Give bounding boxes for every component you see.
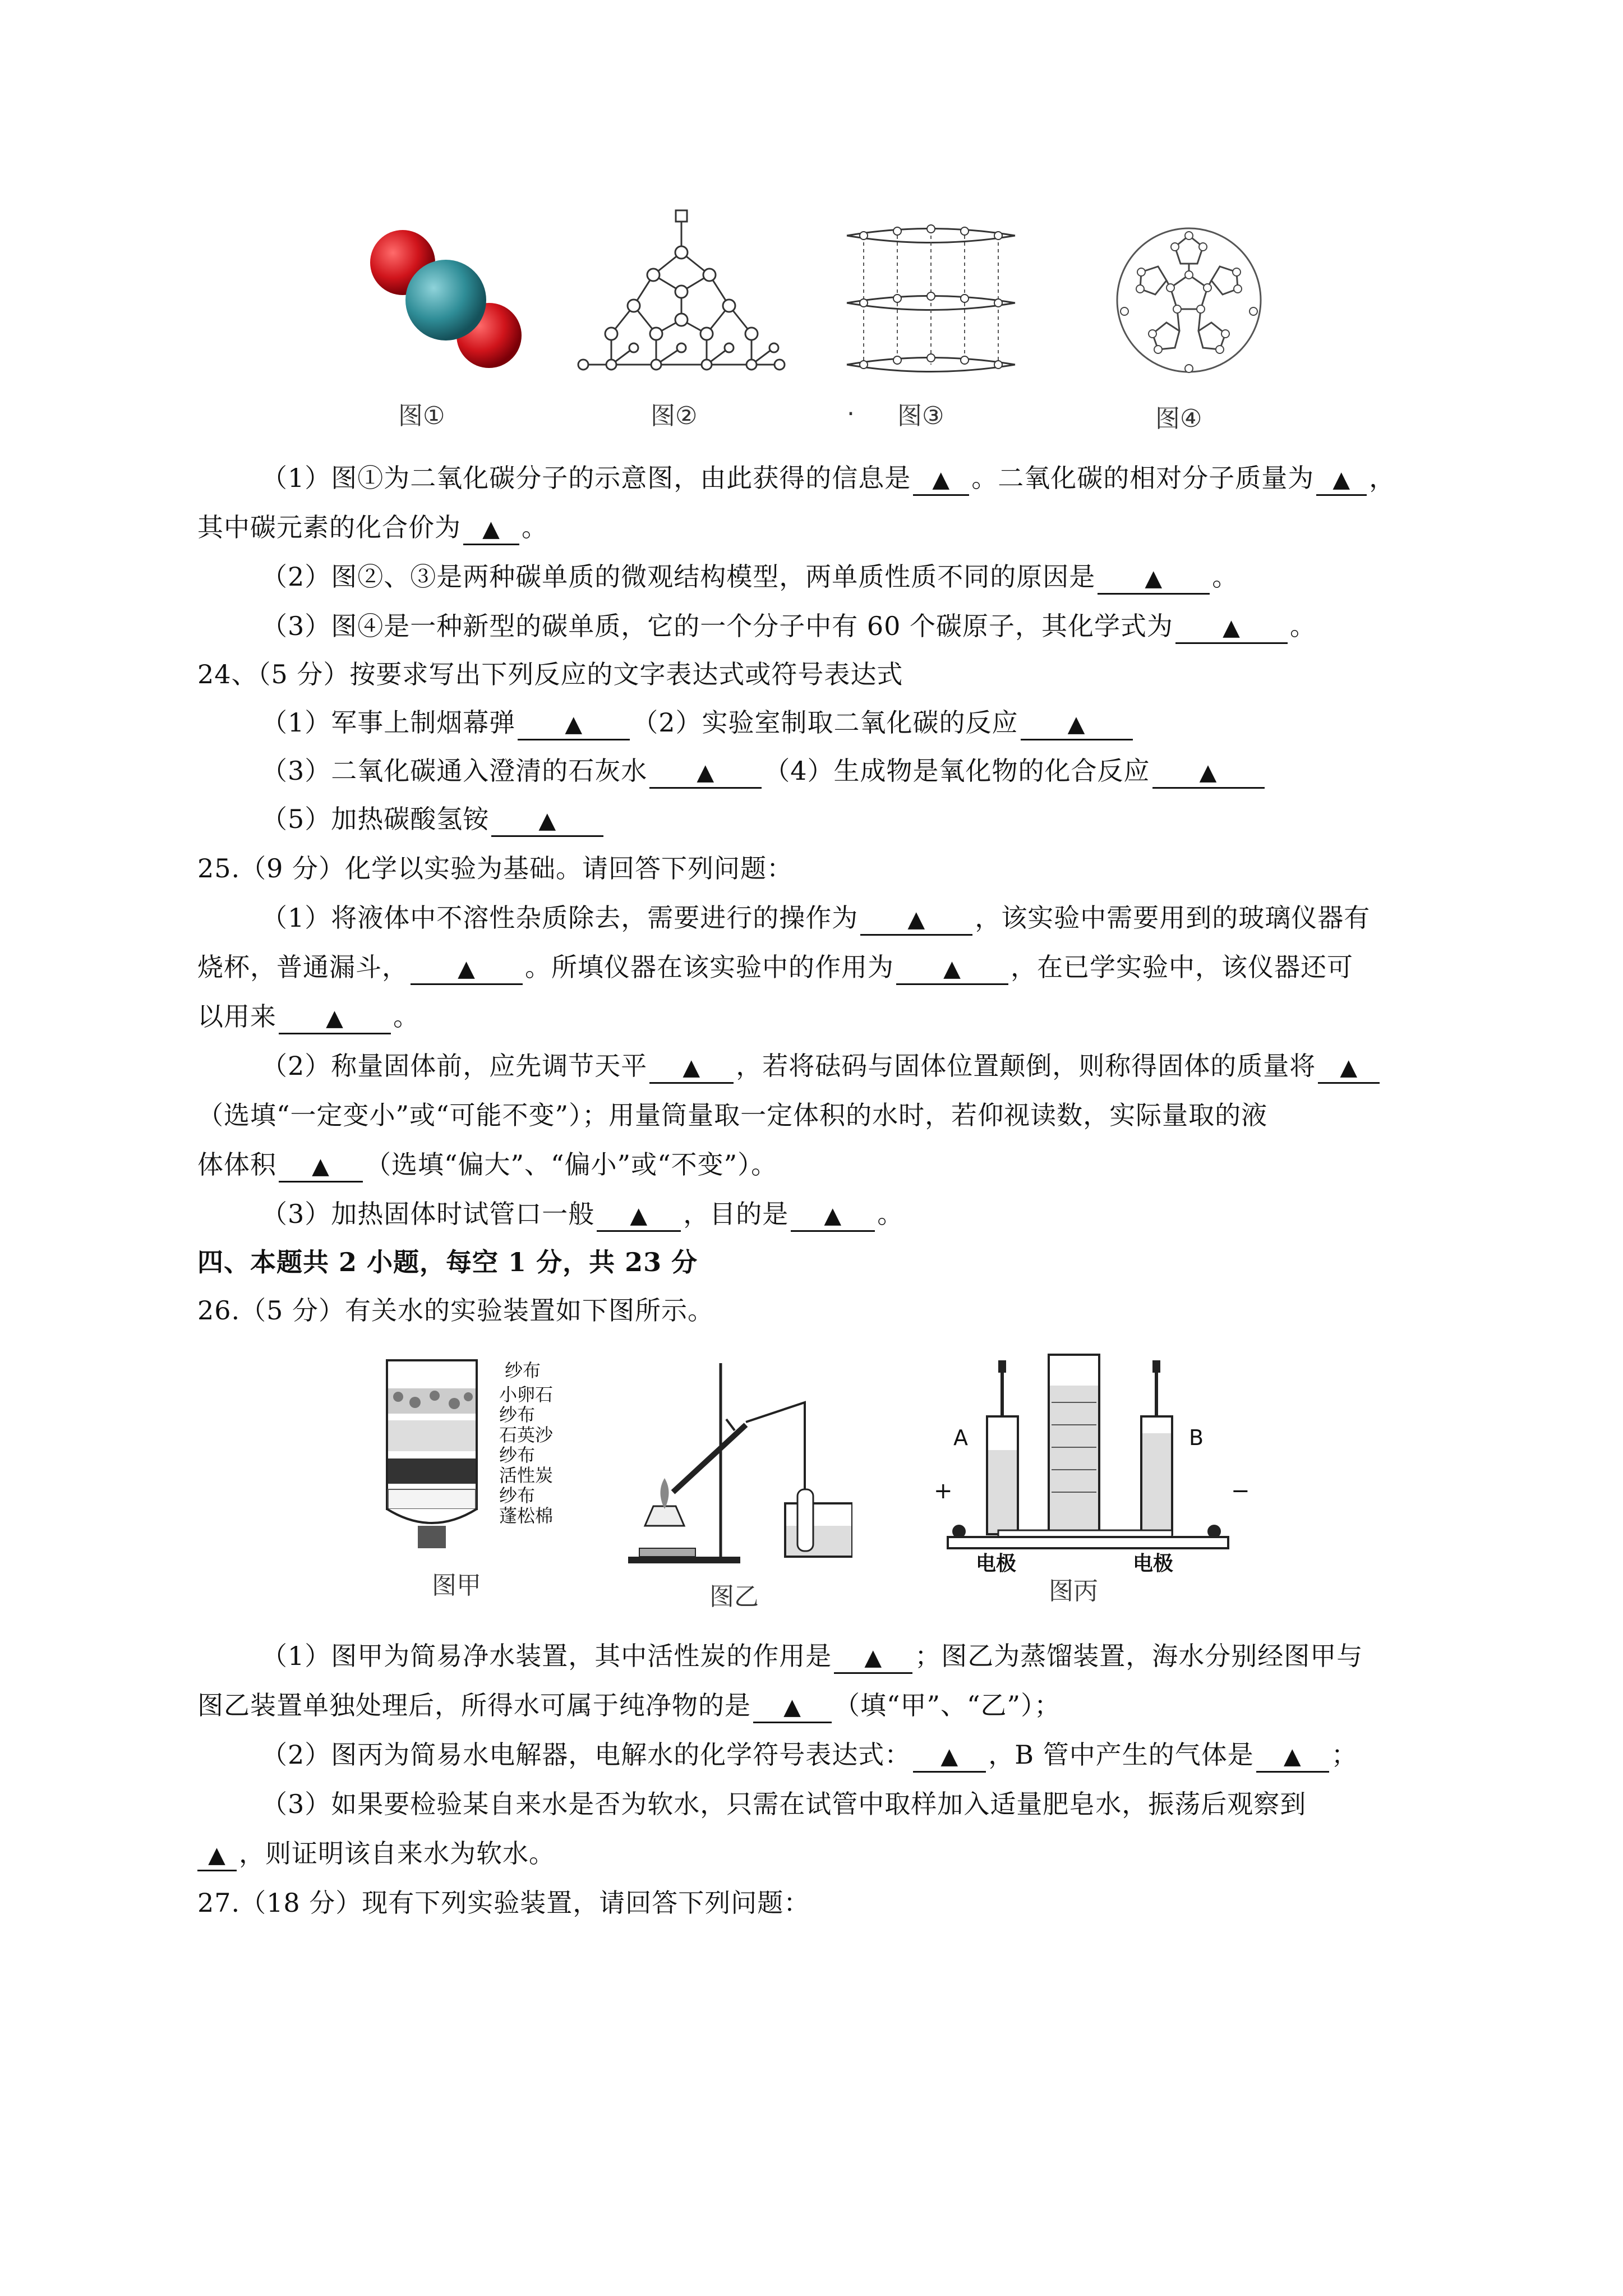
positive-sign: + <box>934 1478 953 1504</box>
answer-blank[interactable]: ▲ <box>1021 710 1133 740</box>
diamond-structure-figure <box>572 208 791 387</box>
q25-part1-line1: （1）将液体中不溶性杂质除去，需要进行的操作为 ▲ ，该实验中需要用到的玻璃仪器有 <box>261 901 1512 936</box>
figure-jia-label: 图甲 <box>432 1571 481 1600</box>
answer-blank[interactable]: ▲ <box>411 954 523 985</box>
answer-blank[interactable]: ▲ <box>913 1742 986 1773</box>
answer-blank[interactable]: ▲ <box>197 1841 237 1871</box>
q25-title: 25.（9 分）化学以实验为基础。请回答下列问题： <box>197 853 794 884</box>
filter-layer-label-7: 纱布 <box>499 1485 536 1506</box>
q23-part2: （2）图②、③是两种碳单质的微观结构模型，两单质性质不同的原因是 ▲ 。 <box>261 560 1512 595</box>
q27-title: 27.（18 分）现有下列实验装置，请回答下列问题： <box>197 1888 810 1918</box>
answer-blank[interactable]: ▲ <box>791 1201 875 1232</box>
q24-item-5: （5）加热碳酸氢铵 ▲ <box>261 802 1512 837</box>
answer-blank[interactable]: ▲ <box>463 514 519 545</box>
tube-a-label: A <box>953 1425 968 1450</box>
figure-dot: . <box>847 393 855 421</box>
answer-blank[interactable]: ▲ <box>491 806 603 837</box>
electrode-left-label: 电极 <box>976 1552 1017 1575</box>
q25-part2-line1: （2）称量固体前，应先调节天平 ▲ ，若将砝码与固体位置颠倒，则称得固体的质量将 ▲ <box>261 1049 1512 1084</box>
filter-layer-label-3: 纱布 <box>499 1404 536 1425</box>
answer-blank[interactable]: ▲ <box>1098 564 1210 595</box>
filter-layer-label-6: 活性炭 <box>499 1465 554 1486</box>
tube-b-label: B <box>1189 1425 1204 1450</box>
figure-label-4: 图④ <box>1155 404 1202 433</box>
q23-part3: （3）图④是一种新型的碳单质，它的一个分子中有 60 个碳原子，其化学式为 ▲ 。 <box>261 609 1512 644</box>
q25-part2-line2: （选填“一定变小”或“可能不变”）；用量筒量取一定体积的水时，若仰视读数，实际量取的液 <box>197 1100 1268 1130</box>
distillation-figure <box>623 1358 852 1571</box>
answer-blank[interactable]: ▲ <box>896 954 1008 985</box>
filter-layer-label-4: 石英沙 <box>499 1424 554 1446</box>
answer-blank[interactable]: ▲ <box>860 905 972 936</box>
q26-part1-line1: （1）图甲为简易净水装置，其中活性炭的作用是 ▲ ；图乙为蒸馏装置，海水分别经图甲与 <box>261 1639 1512 1674</box>
q24-items-3-4: （3）二氧化碳通入澄清的石灰水 ▲ （4）生成物是氧化物的化合反应 ▲ <box>261 754 1512 789</box>
filter-layer-label-2: 小卵石 <box>499 1384 554 1405</box>
answer-blank[interactable]: ▲ <box>753 1692 832 1723</box>
electrode-right-label: 电极 <box>1133 1552 1174 1575</box>
figure-label-1: 图① <box>398 402 445 430</box>
q25-part1-line2: 烧杯，普通漏斗， ▲ 。所填仪器在该实验中的作用为 ▲ ，在已学实验中，该仪器还可 <box>197 950 1448 985</box>
q24-title: 24、（5 分）按要求写出下列反应的文字表达式或符号表达式 <box>197 659 903 689</box>
q23-part1-line2: 其中碳元素的化合价为 ▲ 。 <box>197 510 1448 545</box>
q25-part1-line3: 以用来 ▲ 。 <box>197 1000 1448 1034</box>
answer-blank[interactable]: ▲ <box>1316 465 1367 496</box>
answer-blank[interactable]: ▲ <box>1152 758 1265 789</box>
q26-part1-line2: 图乙装置单独处理后，所得水可属于纯净物的是 ▲ （填“甲”、“乙”）； <box>197 1688 1448 1723</box>
water-filter-figure <box>381 1358 494 1554</box>
q26-part3-line2: ▲ ，则证明该自来水为软水。 <box>197 1837 1448 1871</box>
answer-blank[interactable]: ▲ <box>279 1152 363 1182</box>
q23-part1-line1: （1）图①为二氧化碳分子的示意图，由此获得的信息是 ▲ 。二氧化碳的相对分子质量为 ▲ ， <box>261 461 1512 496</box>
answer-blank[interactable]: ▲ <box>279 1004 391 1034</box>
q26-title: 26.（5 分）有关水的实验装置如下图所示。 <box>197 1295 714 1326</box>
answer-blank[interactable]: ▲ <box>649 758 762 789</box>
negative-sign: − <box>1231 1478 1250 1504</box>
filter-layer-label-1: 纱布 <box>505 1360 541 1381</box>
q26-part2: （2）图丙为简易水电解器，电解水的化学符号表达式： ▲ ，B 管中产生的气体是 ▲ ； <box>261 1738 1512 1773</box>
answer-blank[interactable]: ▲ <box>518 710 630 740</box>
figure-label-2: 图② <box>651 402 698 430</box>
graphite-structure-figure <box>841 219 1021 387</box>
answer-blank[interactable]: ▲ <box>597 1201 681 1232</box>
answer-blank[interactable]: ▲ <box>649 1053 734 1084</box>
q25-part2-line3: 体体积 ▲ （选填“偏大”、“偏小”或“不变”）。 <box>197 1148 1448 1182</box>
answer-blank[interactable]: ▲ <box>913 465 969 496</box>
co2-molecule-figure <box>359 219 533 381</box>
answer-blank[interactable]: ▲ <box>1175 613 1288 644</box>
section-4-heading: 四、本题共 2 小题，每空 1 分，共 23 分 <box>197 1247 698 1277</box>
answer-blank[interactable]: ▲ <box>834 1643 912 1674</box>
answer-blank[interactable]: ▲ <box>1256 1742 1329 1773</box>
q25-part3: （3）加热固体时试管口一般 ▲ ，目的是 ▲ 。 <box>261 1197 1512 1232</box>
figure-yi-label: 图乙 <box>709 1582 759 1611</box>
figure-label-3: 图③ <box>897 402 944 430</box>
electrolysis-figure <box>942 1352 1234 1565</box>
c60-fullerene-figure <box>1108 222 1270 379</box>
filter-layer-label-5: 纱布 <box>499 1444 536 1466</box>
q24-items-1-2: （1）军事上制烟幕弹 ▲ （2）实验室制取二氧化碳的反应 ▲ <box>261 706 1512 740</box>
q26-part3-line1: （3）如果要检验某自来水是否为软水，只需在试管中取样加入适量肥皂水，振荡后观察到 <box>261 1789 1307 1819</box>
filter-layer-label-8: 蓬松棉 <box>499 1505 554 1526</box>
answer-blank[interactable]: ▲ <box>1318 1053 1380 1084</box>
figure-bing-label: 图丙 <box>1049 1577 1098 1605</box>
